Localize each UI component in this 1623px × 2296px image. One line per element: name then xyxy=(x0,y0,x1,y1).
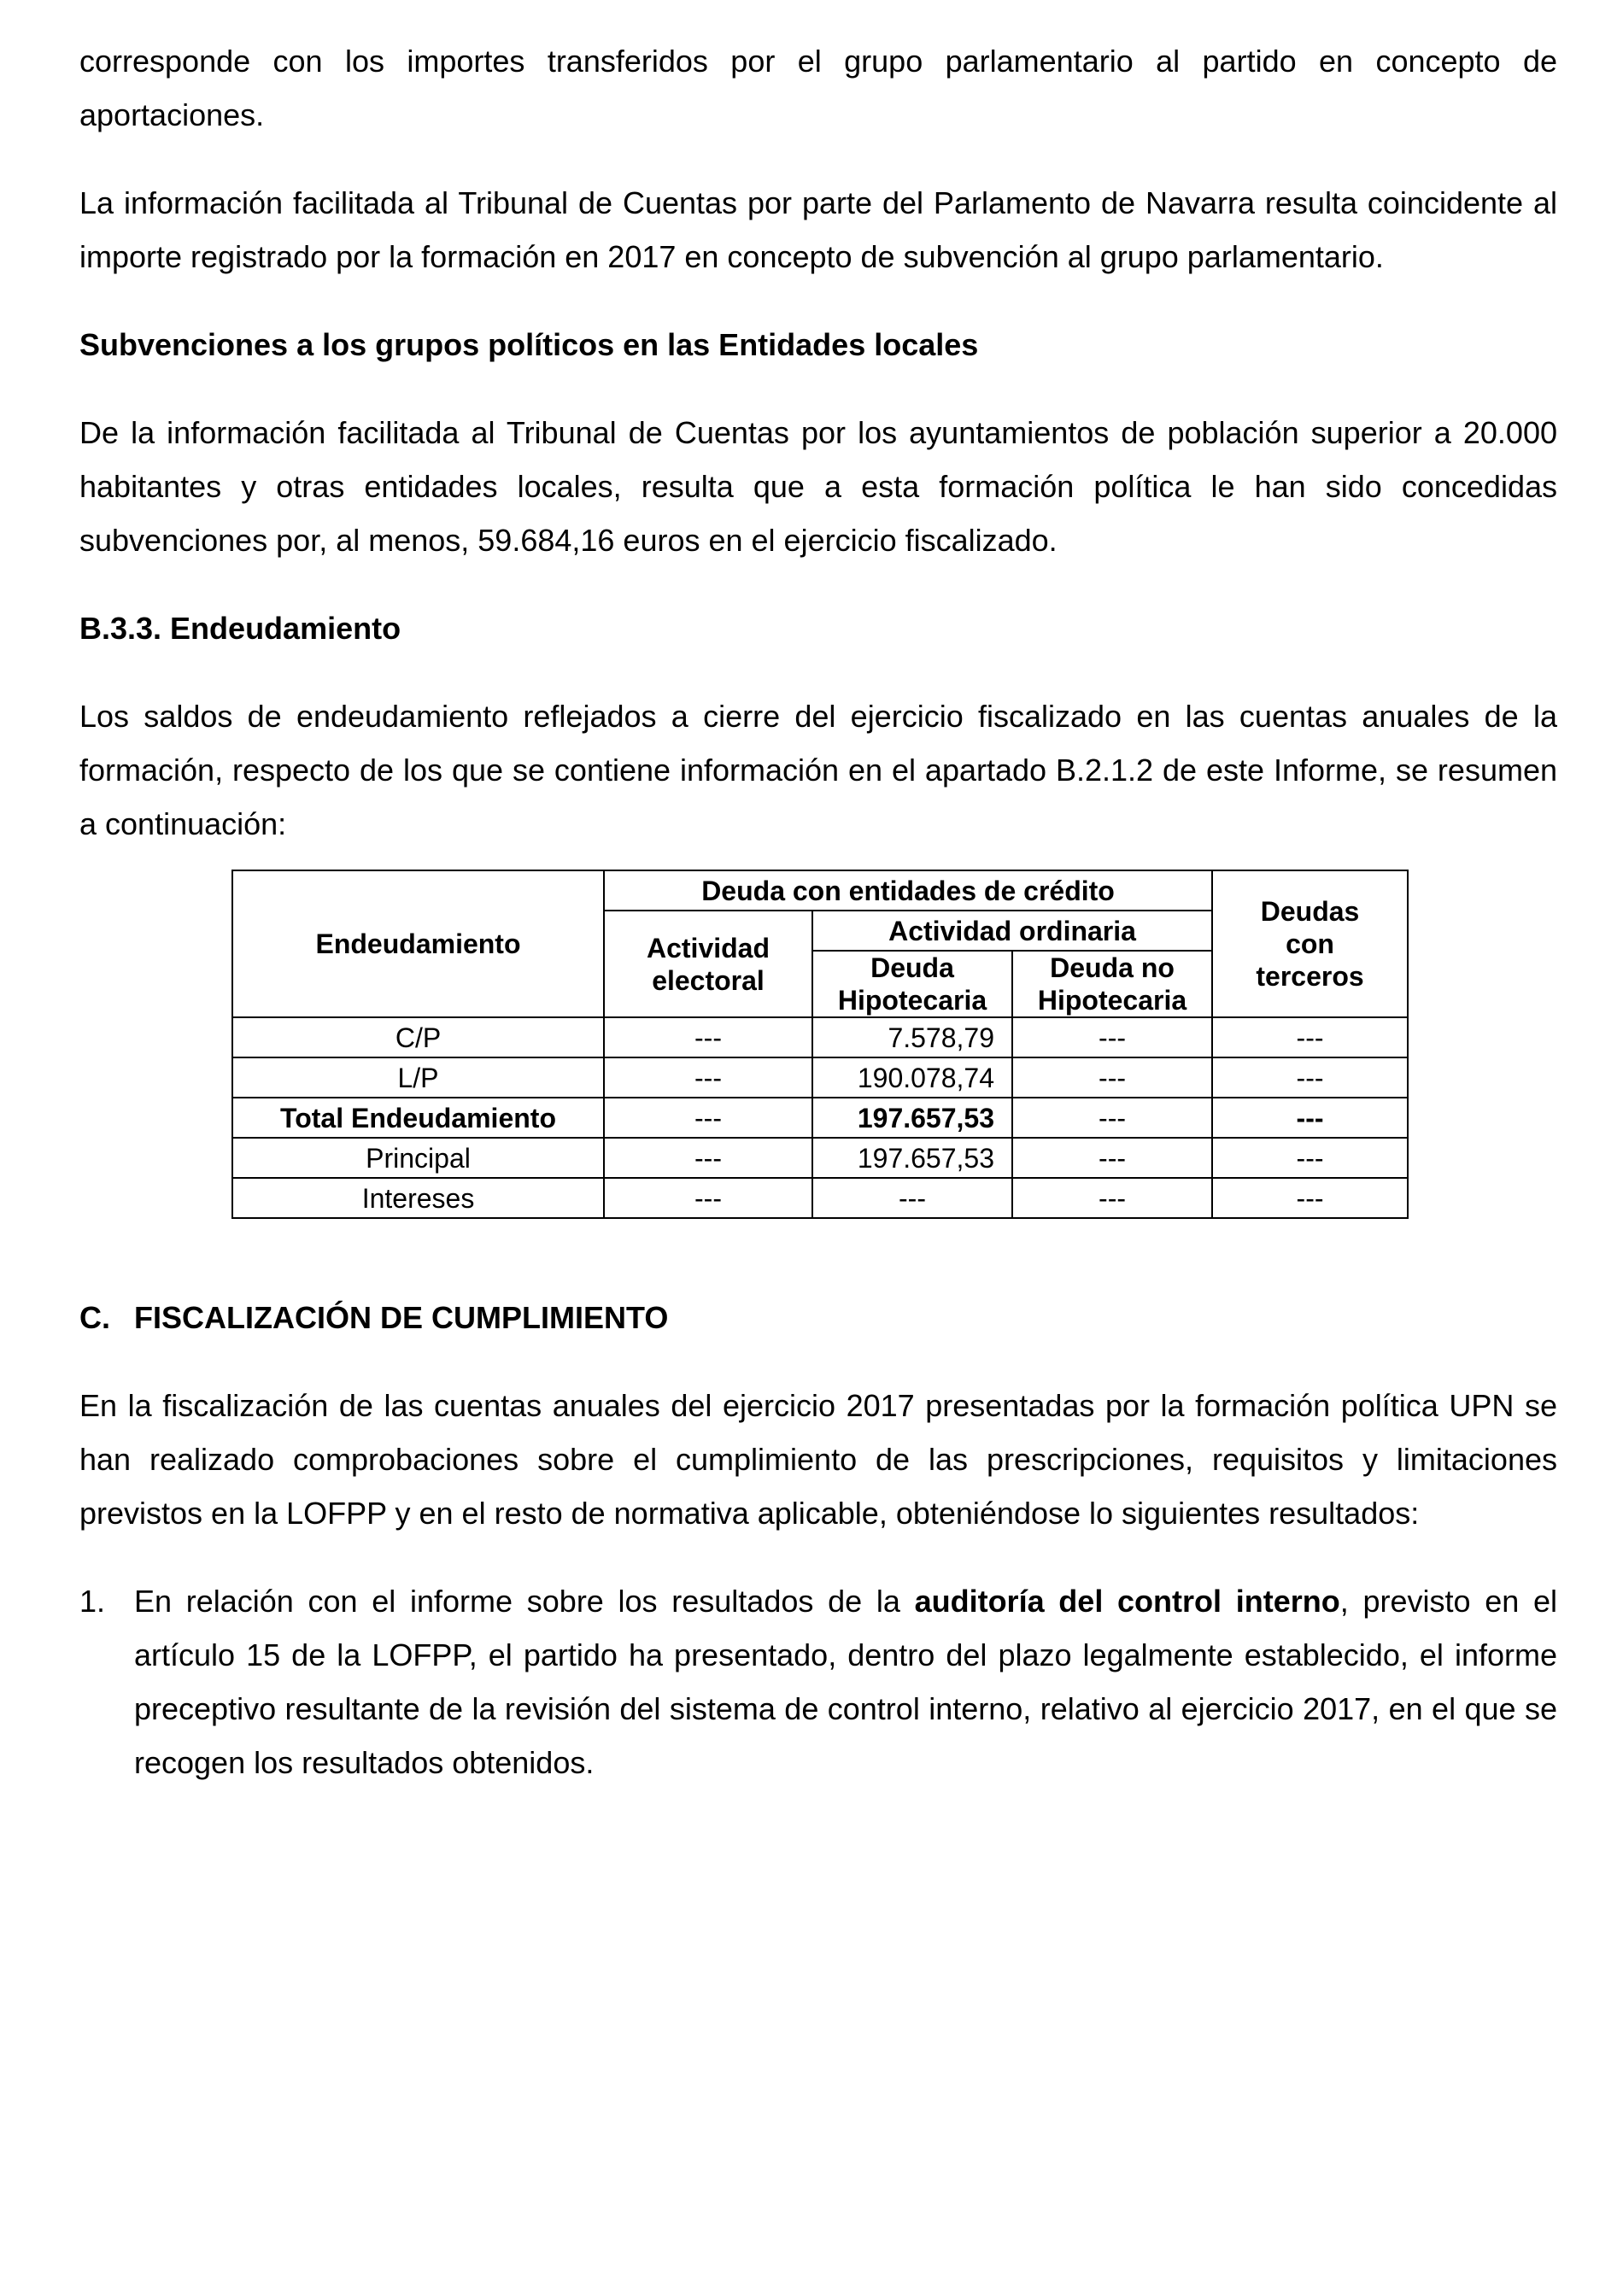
paragraph-aportaciones: corresponde con los importes transferidos por el grupo parlamentario al partido en concepto de aportaciones. xyxy=(79,44,1557,132)
table-row xyxy=(232,1138,1408,1178)
row-label: L/P xyxy=(232,1057,604,1098)
cell-no-hipotecaria: --- xyxy=(1012,1017,1212,1057)
cell-hipotecaria: 197.657,53 xyxy=(812,1138,1012,1178)
header-actividad-electoral: Actividad electoral xyxy=(604,911,812,1017)
cell-no-hipotecaria: --- xyxy=(1012,1138,1212,1178)
endeudamiento-table-wrapper xyxy=(231,870,1407,1219)
heading-subvenciones-entidades-locales: Subvenciones a los grupos políticos en las Entidades locales xyxy=(79,327,979,362)
header-deuda-hipotecaria: Deuda Hipotecaria xyxy=(812,951,1012,1017)
row-label: C/P xyxy=(232,1017,604,1057)
cell-hipotecaria: 7.578,79 xyxy=(812,1017,1012,1057)
paragraph-parlamento-navarra: La información facilitada al Tribunal de Cuentas por parte del Parlamento de Navarra resulta coincidente al importe registrado por la formación en 2017 en concepto de subvención al grupo parlamentario. xyxy=(79,185,1557,274)
header-deudas-con-terceros: Deudas con terceros xyxy=(1212,870,1408,1017)
cell-electoral: --- xyxy=(604,1178,812,1218)
header-deuda-entidades-credito: Deuda con entidades de crédito xyxy=(604,870,1212,911)
row-label: Principal xyxy=(232,1138,604,1178)
heading-endeudamiento: B.3.3. Endeudamiento xyxy=(79,611,401,646)
cell-no-hipotecaria: --- xyxy=(1012,1178,1212,1218)
header-endeudamiento: Endeudamiento xyxy=(232,870,604,1017)
cell-terceros: --- xyxy=(1212,1017,1408,1057)
row-label: Total Endeudamiento xyxy=(232,1098,604,1138)
cell-no-hipotecaria: --- xyxy=(1012,1098,1212,1138)
endeudamiento-table xyxy=(231,870,1409,1219)
table-row xyxy=(232,1017,1408,1057)
list-item-number: 1. xyxy=(79,1584,106,1619)
cell-hipotecaria: 197.657,53 xyxy=(812,1098,1012,1138)
cell-terceros: --- xyxy=(1212,1098,1408,1138)
cell-terceros: --- xyxy=(1212,1178,1408,1218)
header-deuda-no-hipotecaria: Deuda no Hipotecaria xyxy=(1012,951,1212,1017)
paragraph-fiscalizacion-upn: En la fiscalización de las cuentas anuales del ejercicio 2017 presentadas por la formación política UPN se han realizado comprobaciones sobre el cumplimiento de las prescripciones, requisitos y limitaciones previstos en la LOFPP y en el resto de normativa aplicable, obteniéndose lo siguientes resultados: xyxy=(79,1388,1557,1531)
cell-no-hipotecaria: --- xyxy=(1012,1057,1212,1098)
cell-terceros: --- xyxy=(1212,1138,1408,1178)
cell-electoral: --- xyxy=(604,1017,812,1057)
cell-electoral: --- xyxy=(604,1138,812,1178)
row-label: Intereses xyxy=(232,1178,604,1218)
table-row xyxy=(232,1178,1408,1218)
section-spacer xyxy=(79,1219,1557,1291)
cell-electoral: --- xyxy=(604,1057,812,1098)
section-letter: C. xyxy=(79,1300,110,1335)
document-page xyxy=(79,34,1557,1789)
cell-terceros: --- xyxy=(1212,1057,1408,1098)
paragraph-subvenciones-ayuntamientos: De la información facilitada al Tribunal de Cuentas por los ayuntamientos de población superior a 20.000 habitantes y otras entidades locales, resulta que a esta formación política le han sido concedidas subvenciones por, al menos, 59.684,16 euros en el ejercicio fiscalizado. xyxy=(79,415,1557,558)
header-actividad-ordinaria: Actividad ordinaria xyxy=(812,911,1212,951)
list-item xyxy=(79,1574,1557,1789)
paragraph-saldos-endeudamiento: Los saldos de endeudamiento reflejados a cierre del ejercicio fiscalizado en las cuentas anuales de la formación, respecto de los que se contiene información en el apartado B.2.1.2 de este Informe, se resumen a continuación: xyxy=(79,699,1557,841)
cell-electoral: --- xyxy=(604,1098,812,1138)
section-title: FISCALIZACIÓN DE CUMPLIMIENTO xyxy=(134,1300,669,1335)
table-row-total xyxy=(232,1098,1408,1138)
heading-fiscalizacion-cumplimiento xyxy=(79,1291,1557,1344)
cell-hipotecaria: 190.078,74 xyxy=(812,1057,1012,1098)
list-item-text: En relación con el informe sobre los resultados de la auditoría del control interno, previsto en el artículo 15 de la LOFPP, el partido ha presentado, dentro del plazo legalmente establecido, el informe preceptivo resultante de la revisión del sistema de control interno, relativo al ejercicio 2017, en el que se recogen los resultados obtenidos. xyxy=(134,1584,1557,1780)
results-list xyxy=(79,1574,1557,1789)
cell-hipotecaria: --- xyxy=(812,1178,1012,1218)
table-row xyxy=(232,1057,1408,1098)
